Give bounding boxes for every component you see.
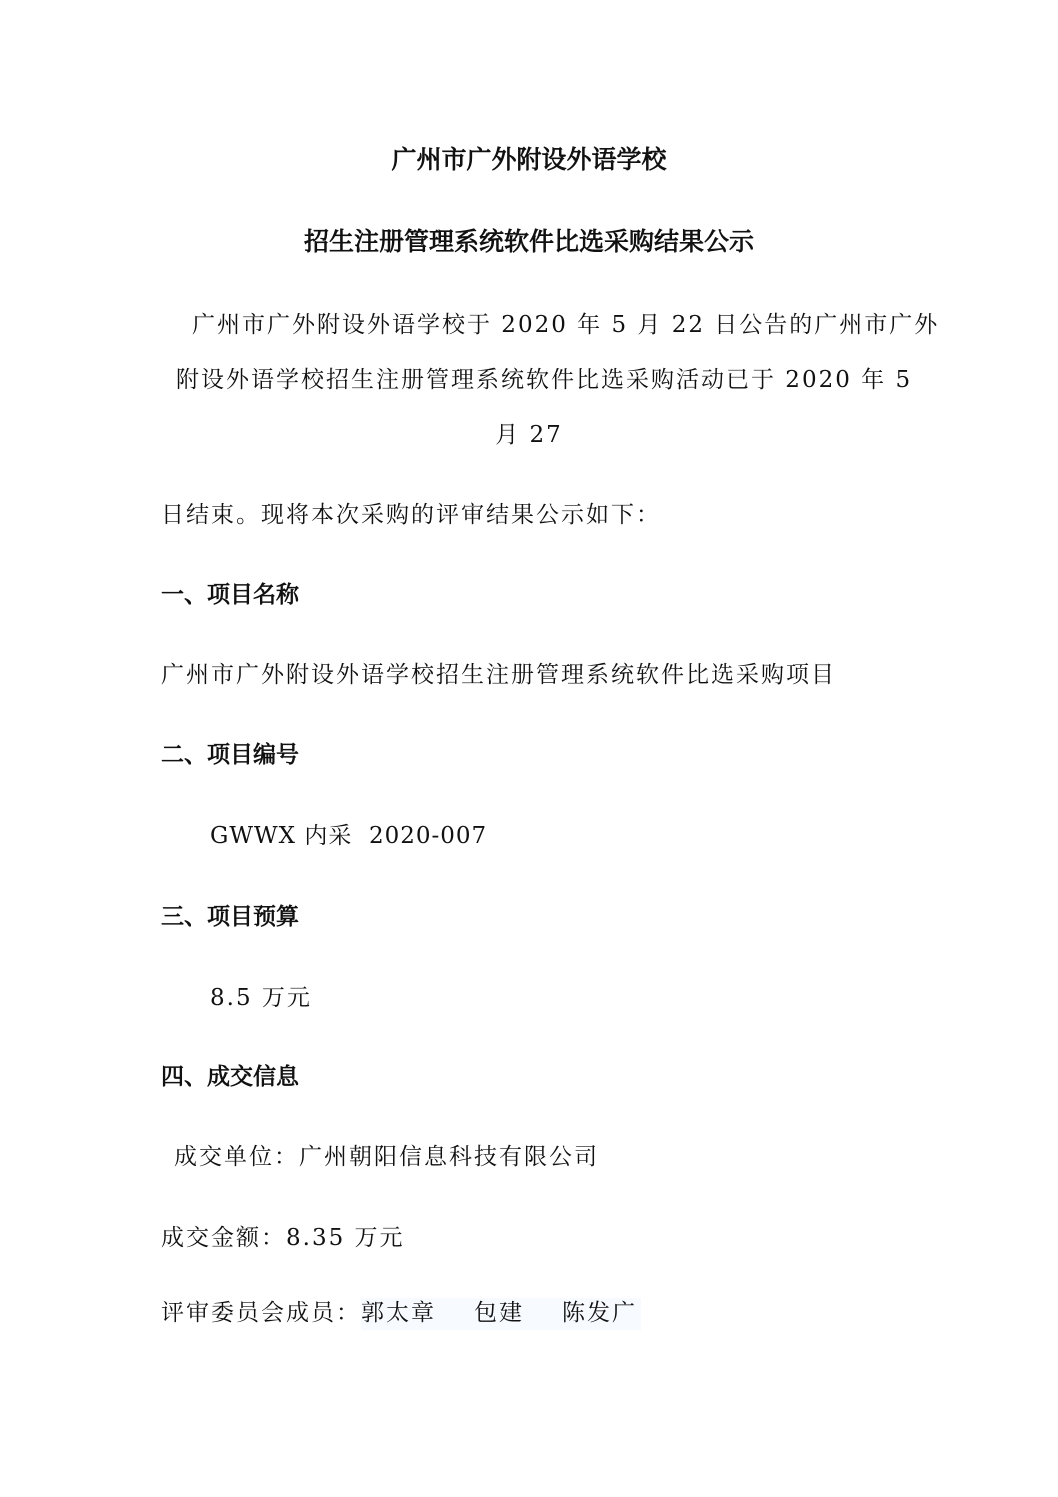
section-heading-deal-info: 四、成交信息: [161, 1064, 299, 1090]
committee-member: 郭太章: [361, 1300, 436, 1326]
deal-amount: 成交金额：8.35 万元: [161, 1225, 405, 1251]
project-budget-value: 8.5 万元: [210, 985, 312, 1011]
intro-line-4: 日结束。现将本次采购的评审结果公示如下：: [161, 502, 661, 528]
project-number-value: GWWX 内采 2020-007: [210, 823, 488, 849]
committee-member: 陈发广: [562, 1300, 637, 1326]
review-committee-members: [361, 1298, 641, 1330]
intro-line-2: 附设外语学校招生注册管理系统软件比选采购活动已于 2020 年 5: [176, 367, 913, 393]
deal-unit: 成交单位：广州朝阳信息科技有限公司: [174, 1144, 599, 1170]
section-heading-project-name: 一、项目名称: [161, 582, 299, 608]
project-name-value: 广州市广外附设外语学校招生注册管理系统软件比选采购项目: [161, 662, 836, 688]
committee-member: 包建: [474, 1300, 524, 1326]
intro-line-3: 月 27: [495, 422, 563, 448]
intro-line-1: 广州市广外附设外语学校于 2020 年 5 月 22 日公告的广州市广外: [192, 312, 940, 338]
section-heading-project-budget: 三、项目预算: [161, 904, 299, 930]
document-title-subject: 招生注册管理系统软件比选采购结果公示: [303, 227, 754, 256]
review-committee-row: [161, 1294, 641, 1327]
review-committee-label: 评审委员会成员：: [161, 1300, 361, 1326]
section-heading-project-number: 二、项目编号: [161, 742, 299, 768]
document-title-school: 广州市广外附设外语学校: [391, 145, 667, 174]
